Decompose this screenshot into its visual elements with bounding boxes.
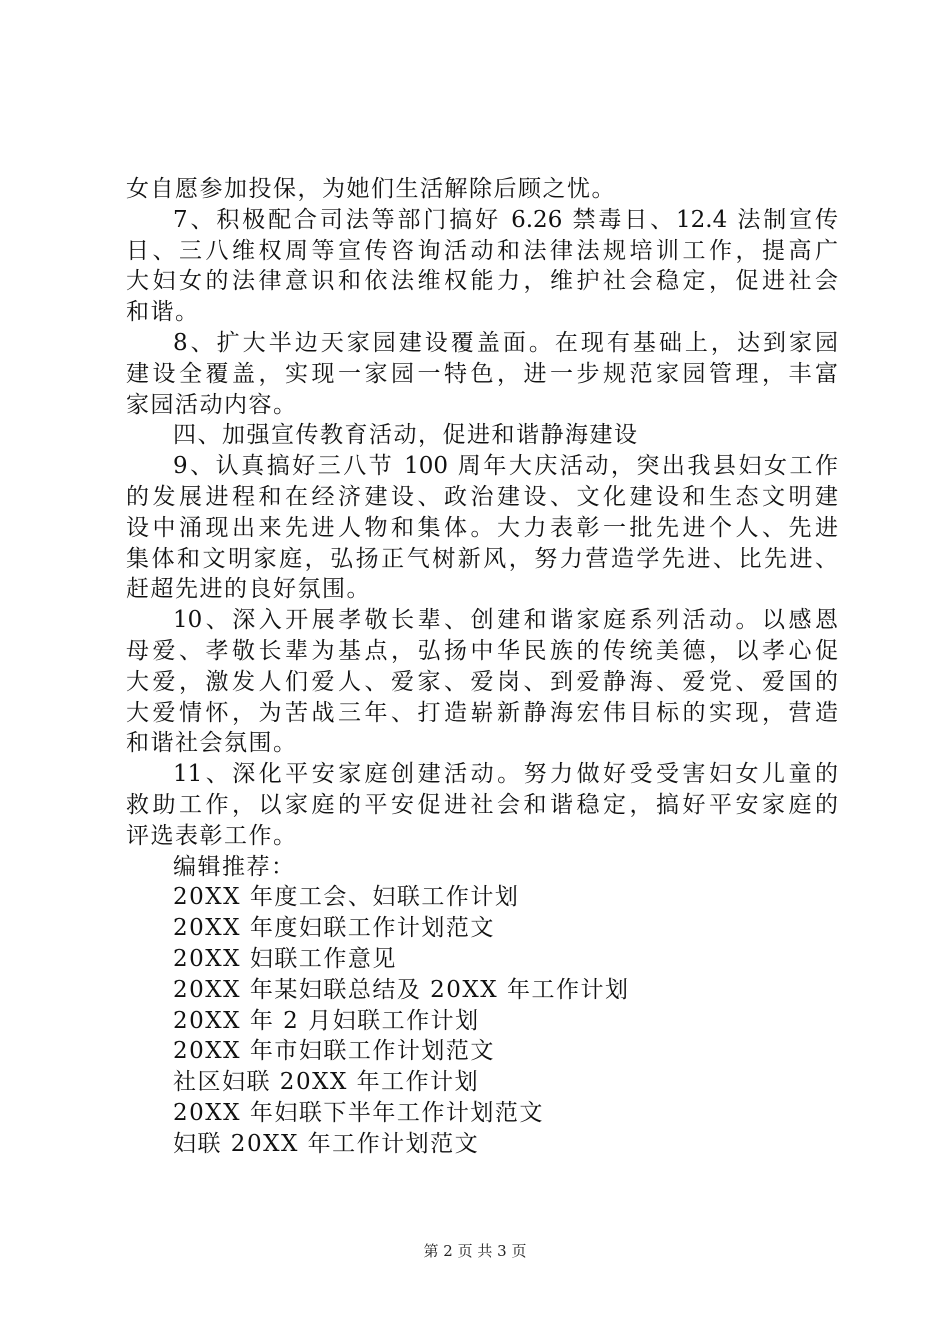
text-line: 11、深化平安家庭创建活动。努力做好受受害妇女儿童的 [173,761,838,788]
recommend-link[interactable]: 20XX 年某妇联总结及 20XX 年工作计划 [173,976,630,1003]
recommend-link[interactable]: 20XX 年妇联下半年工作计划范文 [173,1099,544,1126]
text-line: 母爱、孝敬长辈为基点，弘扬中华民族的传统美德，以孝心促 [126,637,838,664]
text-line: 赶超先进的良好氛围。 [126,576,371,603]
text-line: 8、扩大半边天家园建设覆盖面。在现有基础上，达到家园 [173,329,838,356]
recommend-link[interactable]: 20XX 年度工会、妇联工作计划 [173,884,520,911]
text-line: 日、三八维权周等宣传咨询活动和法律法规培训工作，提高广 [126,237,838,264]
recommend-link[interactable]: 20XX 年市妇联工作计划范文 [173,1038,495,1065]
text-line: 10、深入开展孝敬长辈、创建和谐家庭系列活动。以感恩 [173,607,838,634]
text-line: 的发展进程和在经济建设、政治建设、文化建设和生态文明建 [126,483,838,510]
text-line: 和谐社会氛围。 [126,730,298,757]
recommend-link[interactable]: 20XX 妇联工作意见 [173,945,397,972]
text-line: 和谐。 [126,299,200,326]
page-footer: 第 2 页 共 3 页 [423,1242,527,1260]
text-line: 大妇女的法律意识和依法维权能力，维护社会稳定，促进社会 [126,268,838,295]
text-line: 9、认真搞好三八节 100 周年大庆活动，突出我县妇女工作 [173,453,838,480]
recommend-link[interactable]: 20XX 年度妇联工作计划范文 [173,915,495,942]
text-line: 家园活动内容。 [126,391,298,418]
text-line: 女自愿参加投保，为她们生活解除后顾之忧。 [126,176,616,202]
text-line: 建设全覆盖，实现一家园一特色，进一步规范家园管理，丰富 [126,360,838,387]
document-body [126,174,838,1160]
recommend-link[interactable]: 妇联 20XX 年工作计划范文 [173,1130,480,1157]
recommend-heading: 编辑推荐： [173,853,296,880]
text-line: 大爱情怀，为苦战三年、打造崭新静海宏伟目标的实现，营造 [126,699,838,726]
recommend-link[interactable]: 20XX 年 2 月妇联工作计划 [173,1007,480,1034]
text-line: 救助工作，以家庭的平安促进社会和谐稳定，搞好平安家庭的 [126,791,838,818]
text-line: 7、积极配合司法等部门搞好 6.26 禁毒日、12.4 法制宣传 [173,206,838,233]
text-line: 集体和文明家庭，弘扬正气树新风，努力营造学先进、比先进、 [126,545,838,572]
recommend-link[interactable]: 社区妇联 20XX 年工作计划 [173,1069,480,1096]
text-line: 评选表彰工作。 [126,822,298,849]
text-line: 设中涌现出来先进人物和集体。大力表彰一批先进个人、先进 [126,514,838,541]
text-line: 大爱，激发人们爱人、爱家、爱岗、到爱静海、爱党、爱国的 [126,668,838,695]
section-heading: 四、加强宣传教育活动，促进和谐静海建设 [173,422,639,449]
